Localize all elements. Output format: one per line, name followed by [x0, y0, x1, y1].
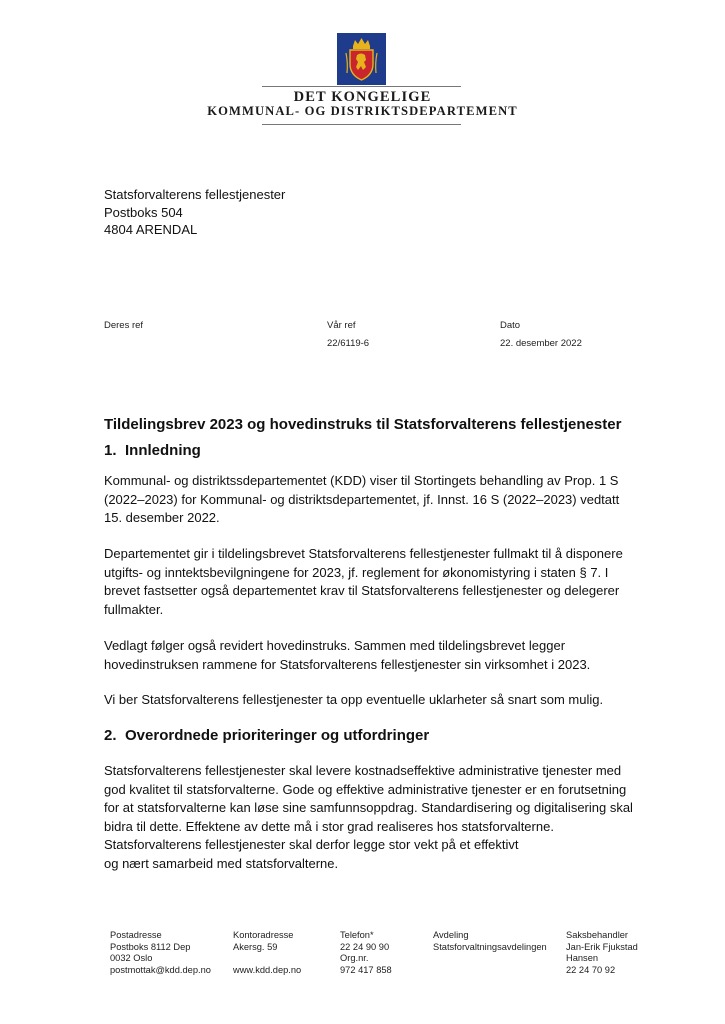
text-line: Statsforvalterens fellestjenester skal derfor legge stor vekt på et effektivt — [104, 837, 519, 852]
section-heading-2 — [104, 727, 429, 744]
footer-label: Kontoradresse — [233, 930, 294, 940]
text-line: Departementet gir i tildelingsbrevet Statsforvalterens fellestjenester fullmakt til å disponere — [104, 546, 623, 561]
text-line: fullmakter. — [104, 601, 164, 617]
footer-postal-address — [110, 930, 211, 976]
deres-ref-label: Deres ref — [104, 320, 144, 331]
footer-value: Postboks 8112 Dep — [110, 941, 191, 952]
footer-value: Statsforvaltningsavdelingen — [433, 941, 547, 952]
royal-coat-of-arms-logo — [337, 33, 386, 85]
document-title: Tildelingsbrev 2023 og hovedinstruks til Statsforvalterens fellestjenester — [104, 416, 622, 433]
footer-email-link[interactable]: postmottak@kdd.dep.no — [110, 964, 211, 975]
footer-value: 22 24 70 92 — [566, 964, 616, 975]
footer-case-officer — [566, 930, 638, 976]
text-line: bidra til dette. Effektene av dette må i stor grad realiseres hos statsforvalterne. — [104, 818, 554, 834]
recipient-address — [104, 186, 285, 239]
text-line: og nært samarbeid med statsforvalterne. — [104, 855, 339, 871]
text-line: for at statsforvalterne kan løse sine samfunnsoppdrag. Standardisering og digitalisering skal — [104, 800, 633, 815]
footer-label: Saksbehandler — [566, 930, 629, 940]
footer-value: Akersg. 59 — [233, 941, 278, 952]
footer-label: Org.nr. — [340, 953, 369, 963]
text-line: 15. desember 2022. — [104, 510, 220, 525]
footer-office-address — [233, 930, 301, 976]
department-name-line1: DET KONGELIGE — [293, 89, 432, 105]
footer-label: Telefon* — [340, 930, 374, 940]
section-heading-1 — [104, 442, 201, 459]
footer-value — [233, 953, 301, 965]
text-line: Kommunal- og distriktssdepartementet (KDD) viser til Stortingets behandling av Prop. 1 S — [104, 473, 619, 488]
footer-value — [433, 953, 547, 965]
section-heading-text: Overordnede prioriteringer og utfordringer — [125, 727, 430, 744]
header-rule-top — [262, 86, 461, 87]
text-line: Statsforvalterens fellestjenester skal levere kostnadseffektive administrative tjenester med — [104, 763, 622, 778]
paragraph-2-1 — [104, 762, 656, 873]
footer-value: 0032 Oslo — [110, 953, 153, 963]
coat-of-arms-icon — [337, 33, 386, 85]
header-rule-bottom — [262, 124, 461, 125]
text-line: hovedinstruksen rammene for Statsforvalterens fellestjenester sin virksomhet i 2023. — [104, 656, 591, 672]
text-line: god kvalitet til statsforvalterne. Gode og effektive administrative tjenester er en forutsetning — [104, 781, 627, 797]
department-name-line2: KOMMUNAL- OG DISTRIKTSDEPARTEMENT — [207, 104, 518, 118]
dato-value: 22. desember 2022 — [500, 338, 582, 349]
paragraph-1-1 — [104, 472, 656, 528]
recipient-postbox: Postboks 504 — [104, 204, 183, 220]
footer-label: Avdeling — [433, 930, 469, 940]
footer-website-link[interactable]: www.kdd.dep.no — [233, 964, 302, 975]
text-line: brevet fastsetter også departementet krav til Statsforvalterens fellestjenester og delegerer — [104, 583, 620, 598]
footer-department — [433, 930, 547, 976]
footer-value: 22 24 90 90 — [340, 941, 390, 952]
recipient-name: Statsforvalterens fellestjenester — [104, 187, 286, 202]
text-line: Vi ber Statsforvalterens fellestjenester ta opp eventuelle uklarheter så snart som mulig. — [104, 692, 604, 707]
footer-value: Jan-Erik Fjukstad — [566, 941, 638, 952]
footer-label: Postadresse — [110, 930, 162, 940]
paragraph-1-2 — [104, 545, 656, 619]
recipient-postcode-city: 4804 ARENDAL — [104, 222, 198, 237]
footer-phone — [340, 930, 392, 976]
footer-value: Hansen — [566, 953, 599, 963]
dato-label: Dato — [500, 320, 521, 331]
section-heading-text: Innledning — [125, 442, 201, 459]
paragraph-1-3 — [104, 637, 656, 674]
section-number: 2. — [104, 727, 117, 744]
var-ref-value: 22/6119-6 — [327, 338, 370, 349]
paragraph-1-4 — [104, 691, 656, 710]
text-line: Vedlagt følger også revidert hovedinstruks. Sammen med tildelingsbrevet legger — [104, 638, 566, 653]
text-line: (2022–2023) for Kommunal- og distriktsdepartementet, jf. Innst. 16 S (2022–2023) vedtatt — [104, 491, 620, 507]
section-number: 1. — [104, 442, 117, 459]
text-line: utgifts- og inntektsbevilgningene for 2023, jf. reglement for økonomistyring i staten § 7. I — [104, 564, 609, 580]
footer-value: 972 417 858 — [340, 964, 392, 975]
footer-value — [433, 965, 547, 977]
var-ref-label: Vår ref — [327, 320, 356, 331]
